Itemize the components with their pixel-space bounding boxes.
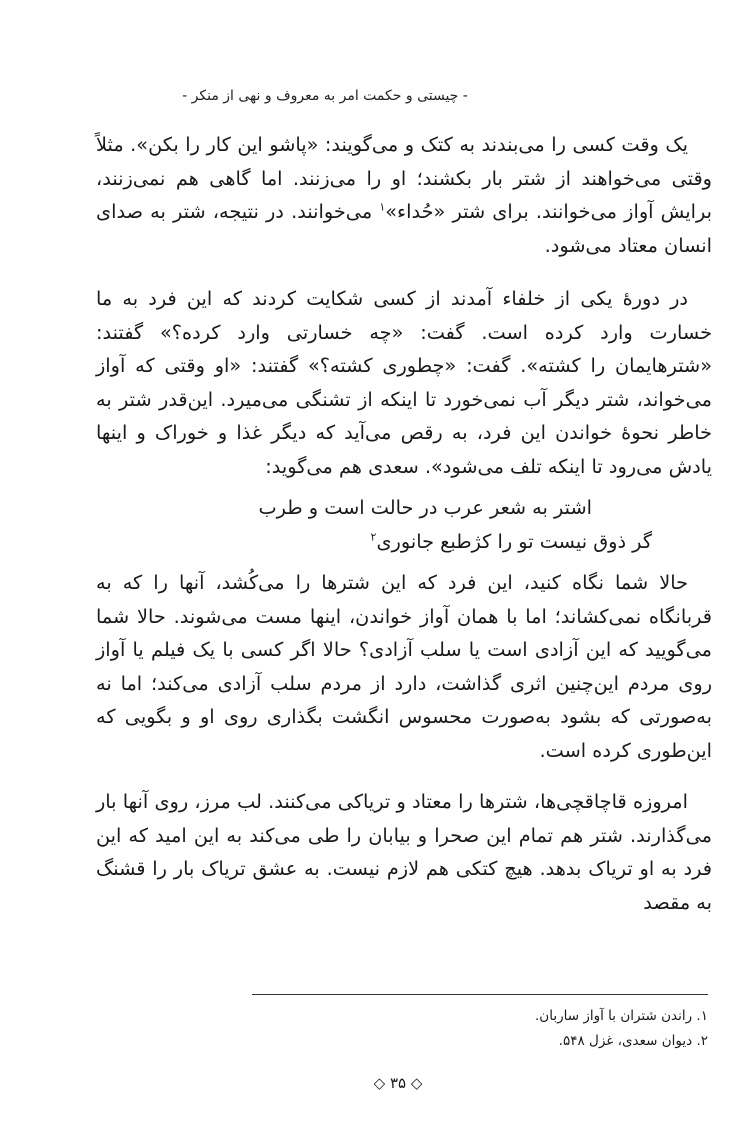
paragraph-2: در دورهٔ یکی از خلفاء آمدند از کسی شکایت کردند که این فرد به ما خسارت وارد کرده است. گفت: «چه خسارتی وارد کرده؟» گفتند: «شترهایمان را کشته». گفت: «چطوری کشته؟» گفتند: «او وقتی که آواز می‌خواند، شتر دیگر آب نمی‌خورد تا اینکه از تشنگی می‌میرد. این‌قدر شتر به خاطر نحوهٔ خواندن این فرد، به رقص می‌آید که دیگر غذا و خوراک و اینها یادش می‌رود تا اینکه تلف می‌شود». سعدی هم می‌گوید: xyxy=(96,287,712,478)
paragraph-1-text: یک وقت کسی را می‌بندند به کتک و می‌گویند: «پاشو این کار را بکن». مثلاً وقتی می‌خواهند از شتر بار بکشند؛ او را می‌زنند. اما گاهی هم نمی‌زنند، برایش آواز می‌خوانند. برای شتر «حُداء» xyxy=(96,133,712,223)
page-number-value: ۳۵ xyxy=(389,1074,407,1092)
page-number-ornament-right: ◇ xyxy=(373,1074,386,1092)
paragraph-1 xyxy=(96,128,712,262)
footnote-divider xyxy=(252,994,708,995)
running-header: - چیستی و حکمت امر به معروف و نهی از منکر - xyxy=(182,88,468,104)
main-text xyxy=(96,128,712,919)
paragraph-3: حالا شما نگاه کنید، این فرد که این شترها را می‌کُشد، آنها را که به قربانگاه نمی‌کشاند؛ اما با همان آواز خواندن، اینها مست می‌شوند. حالا شما می‌گویید که این آزادی است یا سلب آزادی؟ حالا اگر کسی با یک فیلم یا آواز روی مردم این‌چنین اثری گذاشت، دارد از مردم سلب آزادی می‌کند؛ اما نه به‌صورتی که بشود به‌صورت محسوس انگشت بگذاری روی او و بگویی که این‌طوری کرده است. xyxy=(96,571,712,762)
paragraph-4: امروزه قاچاقچی‌ها، شترها را معتاد و تریاکی می‌کنند. لب مرز، روی آنها بار می‌گذارند. شتر هم تمام این صحرا و بیابان را طی می‌کند به این امید که این فرد به او تریاک بدهد. هیچ کتکی هم لازم نیست. به عشق تریاک بار را قشنگ به مقصد xyxy=(96,790,712,914)
poem-verse-2 xyxy=(96,525,712,559)
page-number xyxy=(358,1074,438,1092)
footnote-ref-1: ۱ xyxy=(379,200,386,214)
footnotes xyxy=(248,1004,708,1054)
poem-verse-2-text: گر ذوق نیست تو را کژطبع جانوری xyxy=(376,529,652,553)
footnote-2: ۲. دیوان سعدی، غزل ۵۴۸. xyxy=(558,1033,708,1049)
poem-verse-1: اشتر به شعر عرب در حالت است و طرب xyxy=(258,496,592,519)
page-number-ornament-left: ◇ xyxy=(410,1074,423,1092)
paragraph-1-end: می‌خوانند. در نتیجه، شتر به صدای انسان معتاد می‌شود. xyxy=(96,200,712,257)
footnote-ref-2: ۲ xyxy=(370,530,377,544)
footnote-1: ۱. راندن شتران با آواز ساربان. xyxy=(535,1008,708,1024)
